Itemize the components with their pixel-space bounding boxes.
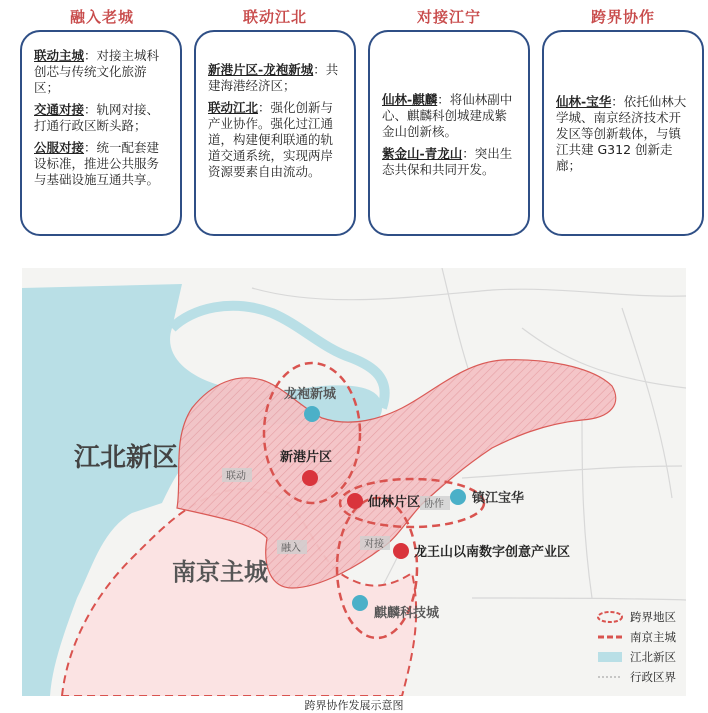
column-title-3: 对接江宁 bbox=[416, 8, 481, 26]
card-paragraph bbox=[34, 140, 170, 188]
label-baohua: 镇江宝华 bbox=[472, 491, 525, 506]
longpao-dot bbox=[304, 406, 320, 422]
longwangshan-dot bbox=[393, 543, 409, 559]
card-text: ：依托仙林大学城、南京经济技术开发区等创新载体，与镇江共建 G312 创新走廊； bbox=[556, 94, 687, 173]
card-key: 仙林-麒麟 bbox=[382, 92, 438, 107]
card-link-jiangbei bbox=[194, 30, 356, 236]
card-key: 联动江北 bbox=[208, 100, 259, 115]
card-key: 新港片区-龙袍新城 bbox=[208, 62, 314, 77]
tag-xiezuo: 协作 bbox=[424, 499, 444, 510]
column-title-2: 联动江北 bbox=[242, 8, 307, 26]
tag-duijie: 对接 bbox=[364, 539, 384, 550]
label-longpao: 龙袍新城 bbox=[284, 387, 337, 402]
label-nanjing-main-city: 南京主城 bbox=[172, 558, 268, 586]
map bbox=[22, 268, 686, 696]
card-integrate-old-city bbox=[20, 30, 182, 236]
card-text: ：突出生态共保和共同开发。 bbox=[382, 146, 513, 177]
card-text: ：统一配套建设标准，推进公共服务与基础设施互通共享。 bbox=[34, 140, 160, 187]
teal-rect-icon bbox=[596, 651, 624, 663]
legend-label: 跨界地区 bbox=[630, 610, 676, 624]
label-xingang: 新港片区 bbox=[280, 450, 333, 465]
card-text: ：共建海港经济区； bbox=[208, 62, 339, 93]
label-xianlin: 仙林片区 bbox=[368, 495, 421, 510]
dashed-ellipse-icon bbox=[596, 611, 624, 623]
tag-rongru: 融入 bbox=[281, 543, 301, 554]
column-title-1: 融入老城 bbox=[69, 8, 134, 26]
legend-label: 行政区界 bbox=[630, 670, 676, 684]
dotted-line-icon bbox=[596, 671, 624, 683]
label-jiangbei-new-area: 江北新区 bbox=[74, 443, 179, 473]
card-key: 联动主城 bbox=[34, 48, 85, 63]
card-dock-jiangning bbox=[368, 30, 530, 236]
card-paragraph bbox=[208, 62, 344, 94]
card-paragraph bbox=[34, 102, 170, 134]
card-paragraph bbox=[208, 100, 344, 180]
legend-label: 江北新区 bbox=[630, 650, 676, 664]
card-paragraph bbox=[382, 92, 518, 140]
card-paragraph bbox=[382, 146, 518, 178]
card-paragraph bbox=[34, 48, 170, 96]
label-longwangshan: 龙王山以南数字创意产业区 bbox=[414, 545, 571, 560]
legend-item bbox=[596, 667, 706, 687]
column-title-4: 跨界协作 bbox=[590, 8, 655, 26]
card-text: ：将仙林副中心、麒麟科创城建成紫金山创新核。 bbox=[382, 92, 513, 139]
card-text: ：对接主城科创芯与传统文化旅游区； bbox=[34, 48, 160, 95]
label-qilin: 麒麟科技城 bbox=[374, 606, 440, 621]
baohua-dot bbox=[450, 489, 466, 505]
legend-label: 南京主城 bbox=[630, 630, 676, 644]
legend-item bbox=[596, 627, 706, 647]
legend-item bbox=[596, 647, 706, 667]
legend-item bbox=[596, 607, 706, 627]
figure-caption: 跨界协作发展示意图 bbox=[304, 699, 404, 712]
card-cross-border bbox=[542, 30, 704, 236]
card-key: 公服对接 bbox=[34, 140, 85, 155]
dashed-line-icon bbox=[596, 631, 624, 643]
card-key: 紫金山-青龙山 bbox=[382, 146, 463, 161]
card-key: 仙林-宝华 bbox=[556, 94, 612, 109]
card-key: 交通对接 bbox=[34, 102, 85, 117]
qilin-dot bbox=[352, 595, 368, 611]
card-text: ：强化创新与产业协作。强化过江通道，构建便利联通的轨道交通系统，实现两岸资源要素自由流动。 bbox=[208, 100, 334, 179]
card-paragraph bbox=[556, 94, 692, 174]
xianlin-dot bbox=[347, 493, 363, 509]
xingang-dot bbox=[302, 470, 318, 486]
card-text: ：轨网对接、打通行政区断头路； bbox=[34, 102, 160, 133]
map-legend bbox=[596, 607, 706, 687]
map-canvas bbox=[22, 268, 686, 696]
tag-liandong: 联动 bbox=[226, 471, 246, 482]
